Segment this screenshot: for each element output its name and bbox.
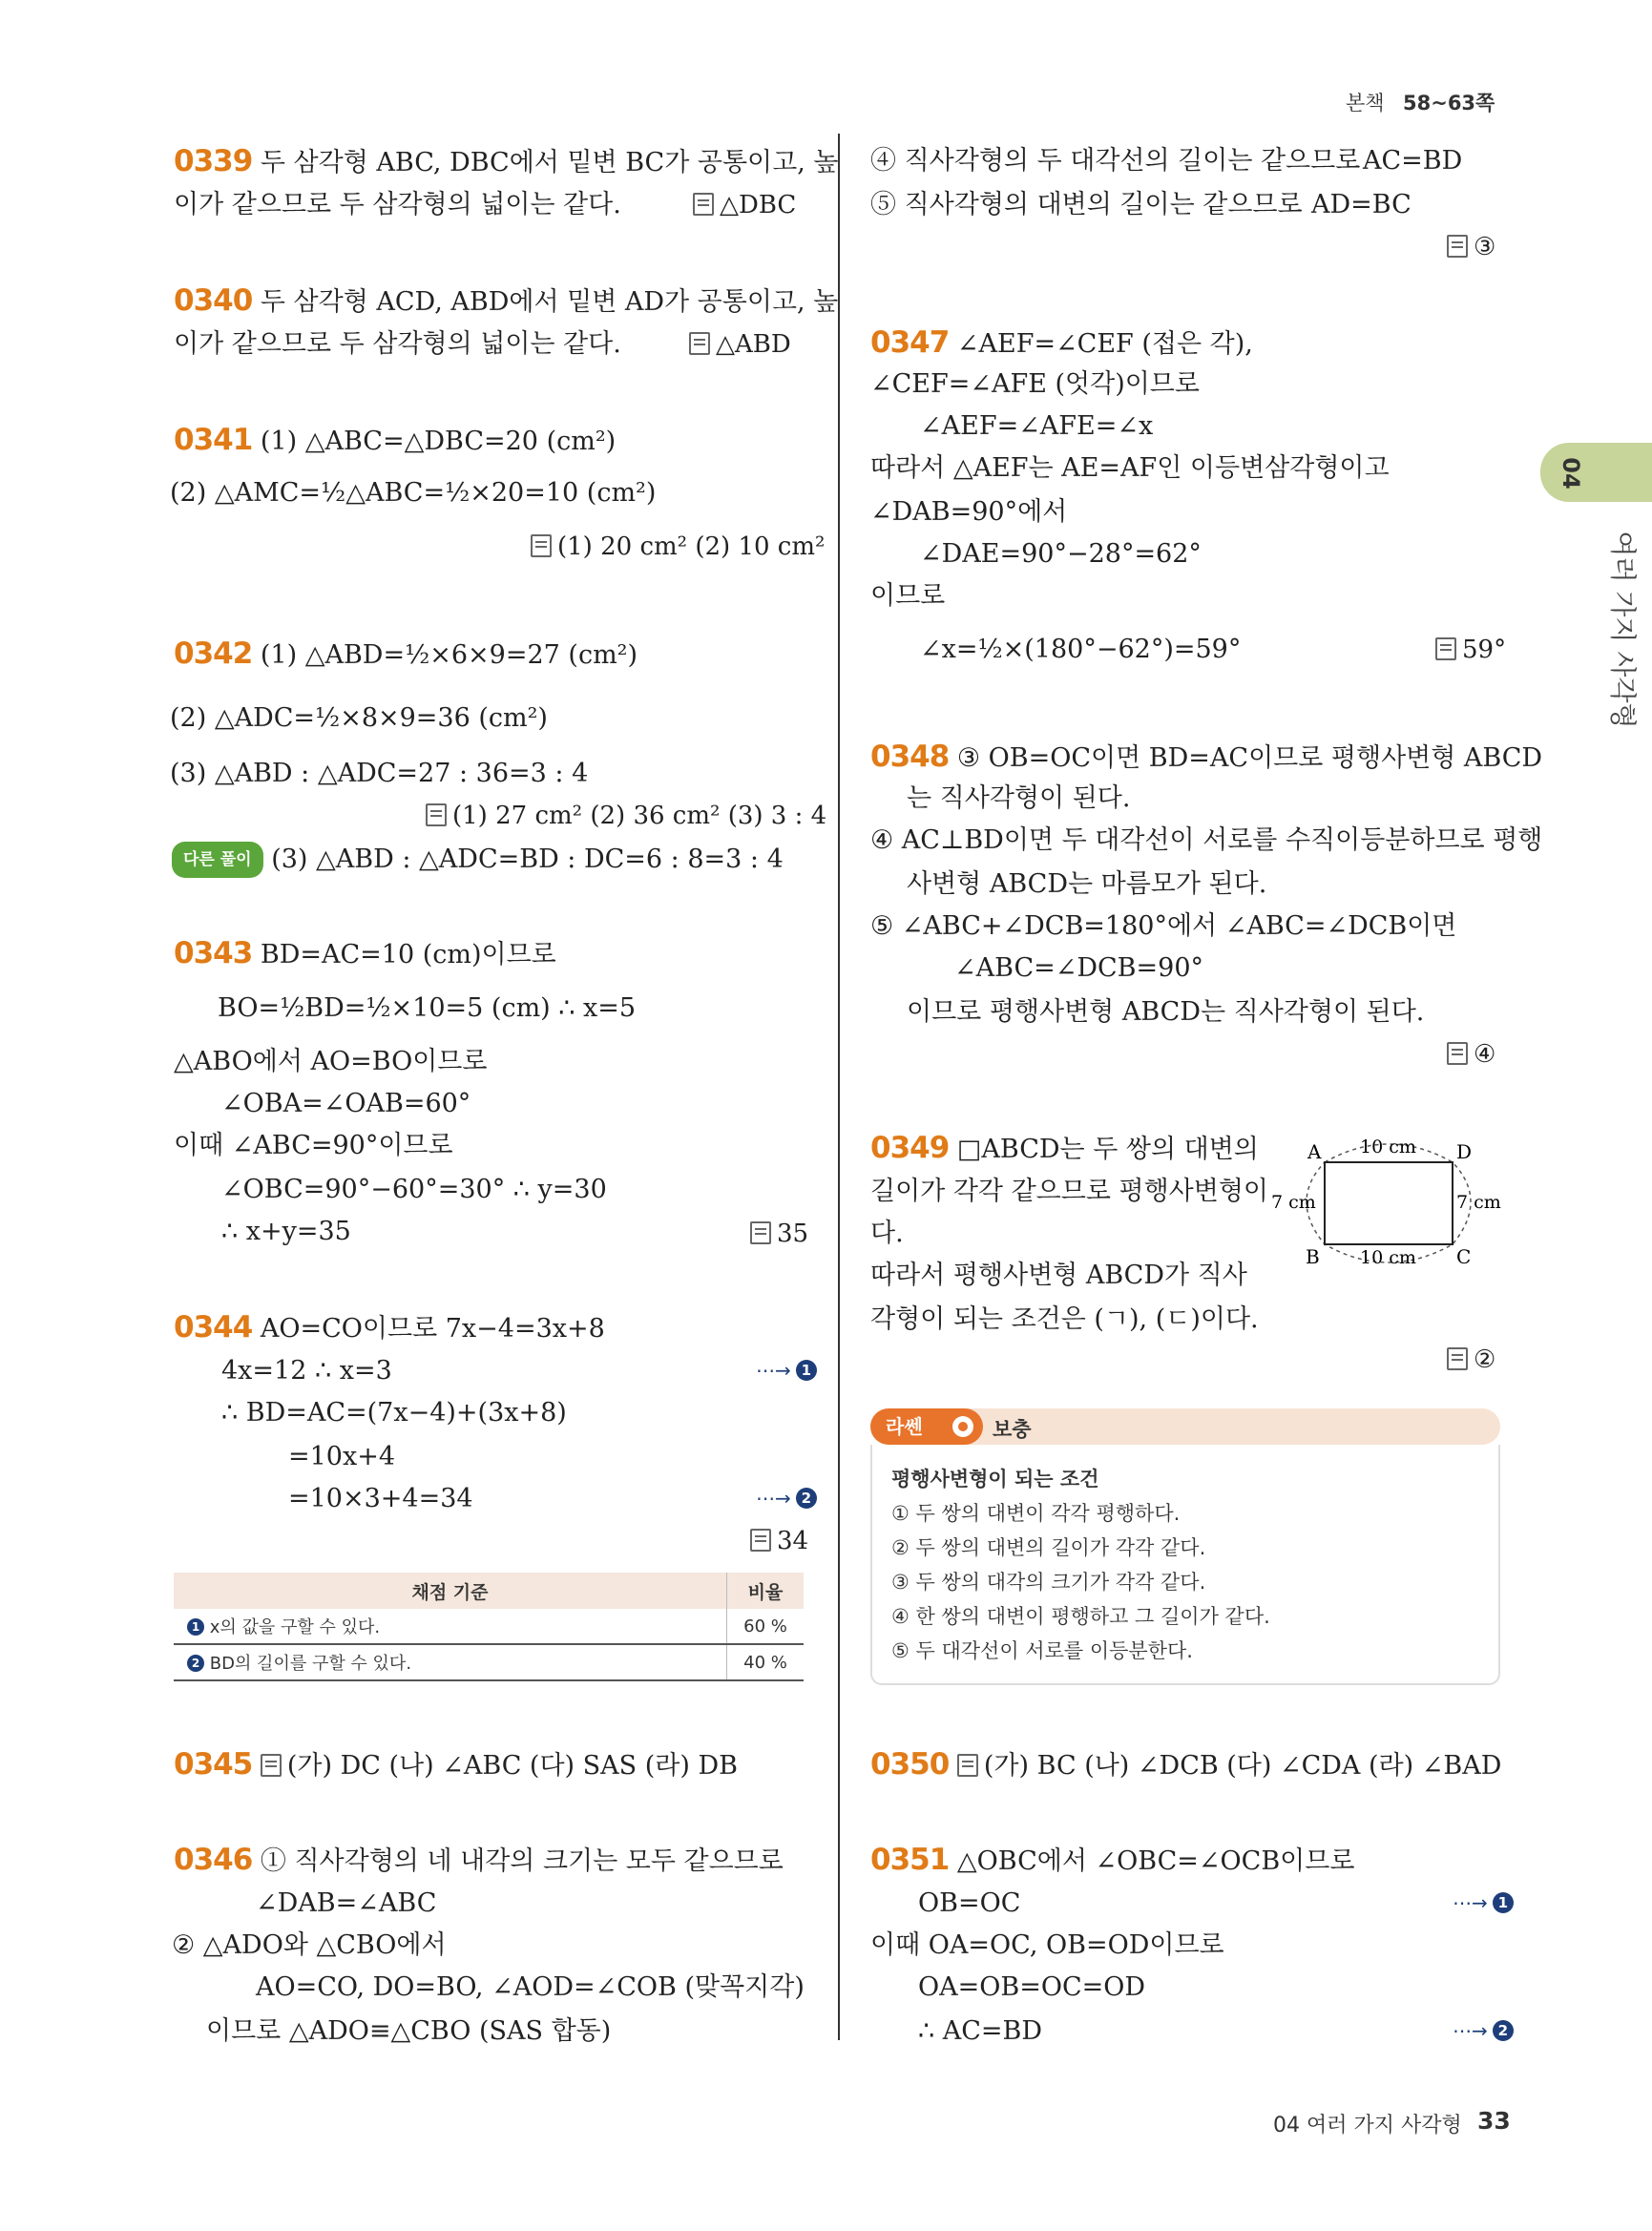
solution-line: 이므로	[870, 581, 946, 611]
supplement-title: 보충	[993, 1418, 1032, 1441]
problem-0351	[870, 1844, 1354, 1878]
criterion-text: x의 값을 구할 수 있다.	[209, 1617, 381, 1637]
problem-number: 0342	[174, 636, 253, 671]
problem-number: 0346	[174, 1843, 253, 1877]
solution-line: 두 삼각형 ACD, ABD에서 밑변 AD가 공통이고, 높	[260, 287, 839, 317]
answer-text: △ABD	[716, 330, 791, 359]
problem-number: 0344	[174, 1310, 253, 1345]
grading-criteria-table	[174, 1573, 804, 1681]
solution-line: AO=CO이므로 7x−4=3x+8	[260, 1314, 605, 1344]
table-row: 2 BD의 길이를 구할 수 있다. 40 %	[174, 1644, 804, 1680]
column-divider	[838, 134, 840, 2040]
answer-text: 34	[777, 1527, 809, 1555]
problem-number: 0351	[870, 1843, 950, 1877]
target-icon	[952, 1416, 973, 1437]
problem-0347	[870, 326, 1253, 361]
answer-icon	[1447, 235, 1468, 258]
problem-number: 0341	[174, 423, 253, 457]
list-item: ② 두 쌍의 대변의 길이가 각각 같다.	[891, 1536, 1206, 1559]
supplement-pill: 라쎈	[870, 1408, 983, 1445]
problem-number: 0347	[870, 325, 950, 360]
solution-line: OA=OB=OC=OD	[918, 1972, 1146, 2002]
bottom-length-label: 10 cm	[1360, 1247, 1416, 1268]
solution-line: (2) △AMC=½△ABC=½×20=10 (cm²)	[170, 478, 657, 508]
rectangle-abcd	[1325, 1162, 1453, 1244]
step-marker-2: ⋯→ 2	[756, 1487, 817, 1510]
answer-text: ③	[1474, 233, 1496, 261]
supplement-subtitle: 평행사변형이 되는 조건	[891, 1468, 1099, 1491]
solution-line: 두 삼각형 ABC, DBC에서 밑변 BC가 공통이고, 높	[260, 148, 839, 177]
step-marker-1: ⋯→ 1	[756, 1359, 817, 1382]
solution-line: ④ 직사각형의 두 대각선의 길이는 같으므로	[870, 146, 1361, 176]
answer-icon	[689, 332, 710, 355]
solution-line: 이때 OA=OC, OB=OD이므로	[870, 1930, 1224, 1960]
solution-line: ∠ABC=∠DCB=90°	[954, 953, 1203, 983]
solution-line: ∴ BD=AC=(7x−4)+(3x+8)	[221, 1398, 567, 1428]
answer-text: 59°	[1462, 636, 1507, 664]
answer	[750, 1527, 808, 1555]
solution-line: OB=OC	[918, 1888, 1021, 1918]
table-row: 1 x의 값을 구할 수 있다. 60 %	[174, 1609, 804, 1644]
right-length-label: 7 cm	[1456, 1192, 1501, 1213]
solution-line: ∠DAB=90°에서	[870, 497, 1068, 527]
problem-number: 0343	[174, 936, 253, 970]
solution-line: 사변형 ABCD는 마름모가 된다.	[907, 869, 1267, 899]
footer-chapter: 04 여러 가지 사각형	[1273, 2114, 1462, 2137]
vertex-d-label: D	[1456, 1140, 1473, 1163]
arrow-icon: ⋯→	[756, 1359, 791, 1382]
problem-number: 0339	[174, 144, 253, 178]
solution-line: ∠CEF=∠AFE (엇각)이므로	[870, 369, 1200, 399]
alt-solution-badge: 다른 풀이	[172, 842, 263, 878]
answer	[531, 532, 825, 561]
ratio-value: 60 %	[727, 1609, 805, 1644]
solution-line: AD=BC	[1311, 190, 1412, 219]
problem-0342	[174, 637, 638, 672]
solution-line: ∠OBC=90°−60°=30° ∴ y=30	[221, 1175, 607, 1204]
answer-icon	[261, 1754, 282, 1777]
arrow-icon: ⋯→	[1453, 2019, 1488, 2042]
chapter-tab-title: 여러 가지 사각형	[1607, 531, 1639, 729]
criterion-header: 채점 기준	[174, 1573, 727, 1609]
step-marker-1: ⋯→ 1	[1453, 1891, 1514, 1914]
answer-text: (가) BC (나) ∠DCB (다) ∠CDA (라) ∠BAD	[983, 1751, 1502, 1781]
answer-icon	[957, 1754, 978, 1777]
problem-0345	[174, 1748, 738, 1783]
problem-0344	[174, 1311, 605, 1345]
solution-line: ∠DAE=90°−28°=62°	[920, 539, 1202, 569]
problem-0339	[174, 145, 838, 179]
problem-0350	[870, 1748, 1501, 1783]
answer	[426, 802, 826, 830]
top-length-label: 10 cm	[1360, 1136, 1416, 1157]
left-length-label: 7 cm	[1271, 1192, 1316, 1213]
list-item: ① 두 쌍의 대변이 각각 평행하다.	[891, 1502, 1181, 1525]
solution-line: ⑤ ∠ABC+∠DCB=180°에서 ∠ABC=∠DCB이면	[870, 911, 1457, 941]
answer	[1447, 1040, 1495, 1069]
solution-line: ⑤ 직사각형의 대변의 길이는 같으므로	[870, 190, 1303, 219]
supplement-box	[870, 1408, 1500, 1685]
list-item: ③ 두 쌍의 대각의 크기가 각각 같다.	[891, 1571, 1206, 1594]
vertex-a-label: A	[1307, 1140, 1322, 1163]
answer-icon	[693, 193, 714, 216]
arrow-icon: ⋯→	[1453, 1891, 1488, 1914]
solution-line: ④ AC⊥BD이면 두 대각선이 서로를 수직이등분하므로 평행	[870, 825, 1543, 855]
problem-0349	[870, 1132, 1259, 1166]
solution-line: 각형이 되는 조건은 (ㄱ), (ㄷ)이다.	[870, 1304, 1259, 1334]
solution-line: 이므로 △ADO≡△CBO (SAS 합동)	[206, 2016, 612, 2046]
rectangle-figure	[1260, 1132, 1517, 1275]
problem-0340	[174, 284, 838, 319]
solution-line: AC=BD	[1363, 146, 1463, 176]
solution-line: 이므로 평행사변형 ABCD는 직사각형이 된다.	[907, 997, 1425, 1027]
solution-line: 이가 같으므로 두 삼각형의 넓이는 같다.	[174, 190, 621, 219]
criterion-text: BD의 길이를 구할 수 있다.	[209, 1654, 412, 1674]
header-prefix: 본책	[1346, 92, 1385, 115]
solution-line: ∠x=½×(180°−62°)=59°	[920, 635, 1242, 664]
solution-line: ∠OBA=∠OAB=60°	[221, 1089, 471, 1118]
solution-line: 이가 같으므로 두 삼각형의 넓이는 같다.	[174, 329, 621, 359]
problem-0341	[174, 424, 616, 458]
answer-text: ④	[1474, 1040, 1496, 1069]
solution-line: △ABO에서 AO=BO이므로	[174, 1047, 488, 1076]
solution-line: 따라서 △AEF는 AE=AF인 이등변삼각형이고	[870, 453, 1390, 483]
solution-line: 다.	[870, 1219, 904, 1248]
answer	[689, 330, 791, 359]
answer-icon	[1447, 1347, 1468, 1370]
list-item: ⑤ 두 대각선이 서로를 이등분한다.	[891, 1639, 1193, 1662]
problem-number: 0350	[870, 1747, 950, 1782]
solution-line: ③ OB=OC이면 BD=AC이므로 평행사변형 ABCD	[956, 743, 1543, 773]
answer-icon	[750, 1221, 771, 1244]
ratio-header: 비율	[727, 1573, 805, 1609]
answer-icon	[1435, 637, 1456, 660]
solution-line: 길이가 각각 같으므로 평행사변형이	[870, 1177, 1268, 1206]
solution-line: 는 직사각형이 된다.	[907, 783, 1131, 813]
chapter-tab-number: 04	[1558, 457, 1584, 490]
problem-number: 0340	[174, 283, 253, 318]
answer	[750, 1220, 808, 1248]
answer	[1435, 636, 1506, 664]
problem-number: 0345	[174, 1747, 253, 1782]
solution-line: △OBC에서 ∠OBC=∠OCB이므로	[956, 1846, 1355, 1876]
answer-text: (1) 20 cm² (2) 10 cm²	[557, 532, 826, 561]
solution-line: (1) △ABD=½×6×9=27 (cm²)	[260, 640, 638, 670]
solution-line: ∴ x+y=35	[221, 1217, 351, 1246]
answer-text: △DBC	[720, 191, 797, 219]
answer-text: ②	[1474, 1345, 1496, 1374]
problem-0348	[870, 740, 1542, 775]
alt-solution-text: (3) △ABD : △ADC=BD : DC=6 : 8=3 : 4	[271, 844, 784, 874]
answer-icon	[1447, 1042, 1468, 1065]
solution-line: ∴ AC=BD	[918, 2016, 1043, 2046]
answer-text: 35	[777, 1220, 809, 1248]
answer-icon	[531, 534, 552, 557]
ratio-value: 40 %	[727, 1644, 805, 1680]
solution-line: (1) △ABC=△DBC=20 (cm²)	[260, 427, 617, 456]
solution-line: AO=CO, DO=BO, ∠AOD=∠COB (맞꼭지각)	[256, 1972, 805, 2002]
vertex-b-label: B	[1306, 1245, 1320, 1268]
arrow-icon: ⋯→	[756, 1487, 791, 1510]
solution-line: □ABCD는 두 쌍의 대변의	[956, 1135, 1259, 1164]
alt-solution	[172, 842, 784, 878]
solution-line: (2) △ADC=½×8×9=36 (cm²)	[170, 703, 548, 733]
solution-line: ① 직사각형의 네 내각의 크기는 모두 같으므로	[260, 1846, 784, 1876]
solution-line: ② △ADO와 △CBO에서	[172, 1930, 447, 1960]
solution-line: =10x+4	[288, 1442, 396, 1471]
answer-icon	[750, 1529, 771, 1552]
solution-line: BO=½BD=½×10=5 (cm) ∴ x=5	[218, 993, 637, 1023]
solution-line: BD=AC=10 (cm)이므로	[260, 940, 556, 970]
problem-number: 0349	[870, 1131, 950, 1165]
list-item: ④ 한 쌍의 대변이 평행하고 그 길이가 같다.	[891, 1605, 1270, 1628]
answer	[1447, 233, 1495, 261]
answer	[1447, 1345, 1495, 1374]
answer	[693, 191, 796, 219]
answer-text: (1) 27 cm² (2) 36 cm² (3) 3 : 4	[452, 802, 827, 830]
solution-line: 이때 ∠ABC=90°이므로	[174, 1131, 453, 1160]
solution-line: 4x=12 ∴ x=3	[221, 1356, 392, 1386]
solution-line: ∠AEF=∠AFE=∠x	[920, 411, 1154, 441]
page-number: 33	[1477, 2107, 1511, 2135]
header-pages: 58~63쪽	[1403, 92, 1495, 115]
solution-line: (3) △ABD : △ADC=27 : 36=3 : 4	[170, 759, 589, 788]
solution-line: 따라서 평행사변형 ABCD가 직사	[870, 1261, 1247, 1290]
problem-0343	[174, 937, 556, 971]
vertex-c-label: C	[1456, 1245, 1472, 1268]
solution-line: ∠DAB=∠ABC	[256, 1888, 437, 1918]
step-marker-2: ⋯→ 2	[1453, 2019, 1514, 2042]
solution-line: =10×3+4=34	[288, 1484, 473, 1513]
problem-number: 0348	[870, 740, 950, 774]
answer-icon	[426, 803, 447, 826]
problem-0346	[174, 1844, 784, 1878]
solution-line: ∠AEF=∠CEF (접은 각),	[956, 329, 1253, 359]
answer-text: (가) DC (나) ∠ABC (다) SAS (라) DB	[286, 1751, 738, 1781]
